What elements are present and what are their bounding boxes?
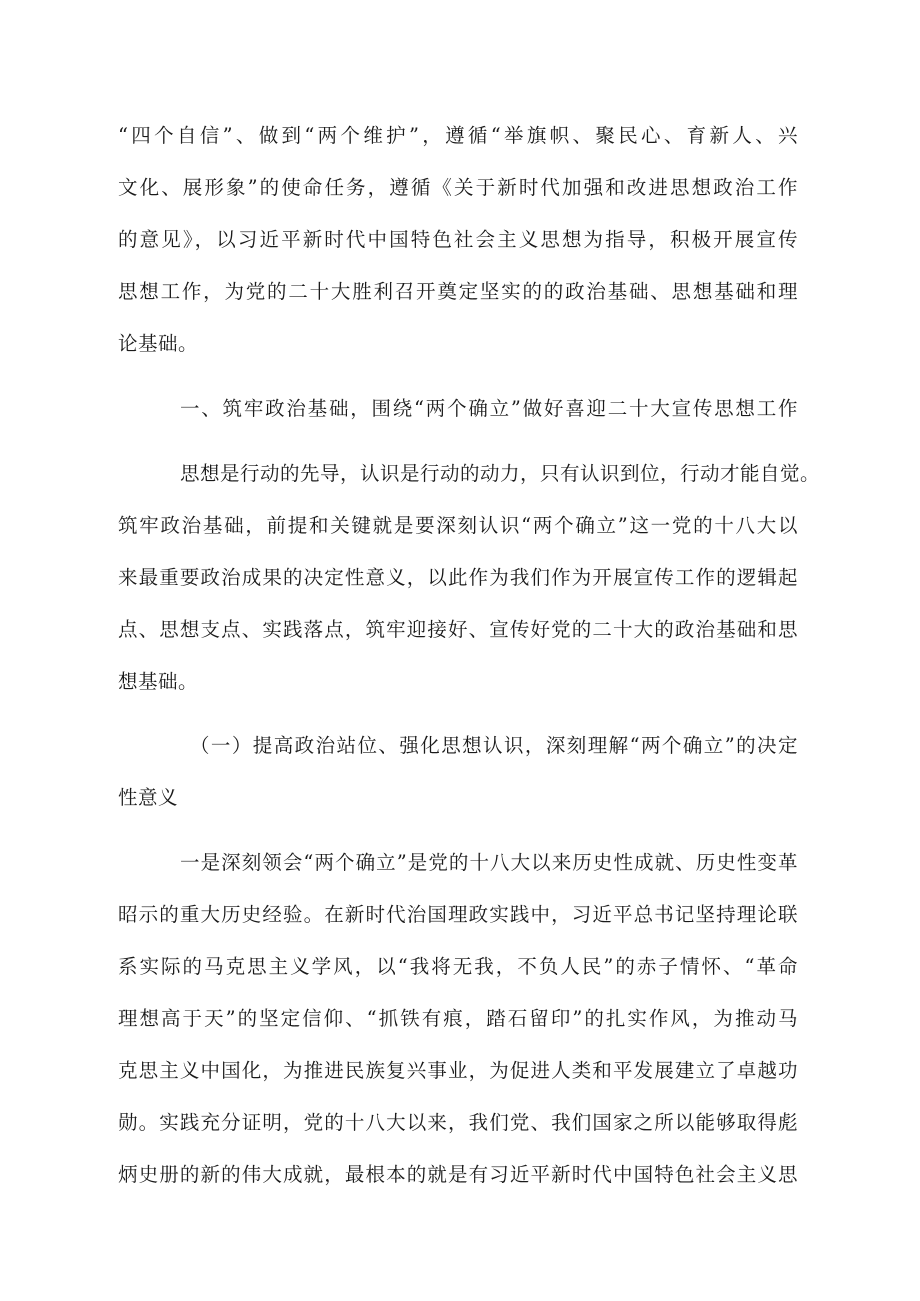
text-line: 想基础。 — [118, 670, 199, 693]
text-line: 的意见》，以习近平新时代中国特色社会主义思想为指导，积极开展宣传 — [118, 228, 798, 251]
text-line: 克思主义中国化，为推进民族复兴事业，为促进人类和平发展建立了卓越功 — [118, 1059, 798, 1082]
heading-line: 一、筑牢政治基础，围绕“两个确立”做好喜迎二十大宣传思想工作 — [180, 397, 798, 420]
text-line: 筑牢政治基础，前提和关键就是要深刻认识“两个确立”这一党的十八大以 — [118, 514, 798, 537]
text-line: 思想是行动的先导，认识是行动的动力，只有认识到位，行动才能自觉。 — [180, 462, 821, 485]
text-line: 勋。实践充分证明，党的十八大以来，我们党、我们国家之所以能够取得彪 — [118, 1111, 798, 1134]
text-line: 系实际的马克思主义学风，以“我将无我，不负人民”的赤子情怀、“革命 — [118, 955, 798, 978]
heading-line: （一）提高政治站位、强化思想认识，深刻理解“两个确立”的决定 — [190, 734, 798, 757]
text-line: 一是深刻领会“两个确立”是党的十八大以来历史性成就、历史性变革 — [180, 851, 798, 874]
text-line: 思想工作，为党的二十大胜利召开奠定坚实的的政治基础、思想基础和理 — [118, 280, 798, 303]
heading-line: 性意义 — [118, 786, 179, 809]
text-line: 文化、展形象”的使命任务，遵循《关于新时代加强和改进思想政治工作 — [118, 176, 798, 199]
text-line: “四个自信”、做到“两个维护”，遵循“举旗帜、聚民心、育新人、兴 — [118, 124, 798, 147]
text-line: 昭示的重大历史经验。在新时代治国理政实践中，习近平总书记坚持理论联 — [118, 903, 798, 926]
text-line: 理想高于天”的坚定信仰、“抓铁有痕，踏石留印”的扎实作风，为推动马 — [118, 1007, 798, 1030]
text-line: 来最重要政治成果的决定性意义，以此作为我们作为开展宣传工作的逻辑起 — [118, 566, 798, 589]
text-line: 论基础。 — [118, 332, 199, 355]
text-line: 炳史册的新的伟大成就，最根本的就是有习近平新时代中国特色社会主义思 — [118, 1163, 798, 1186]
text-line: 点、思想支点、实践落点，筑牢迎接好、宣传好党的二十大的政治基础和思 — [118, 618, 798, 641]
